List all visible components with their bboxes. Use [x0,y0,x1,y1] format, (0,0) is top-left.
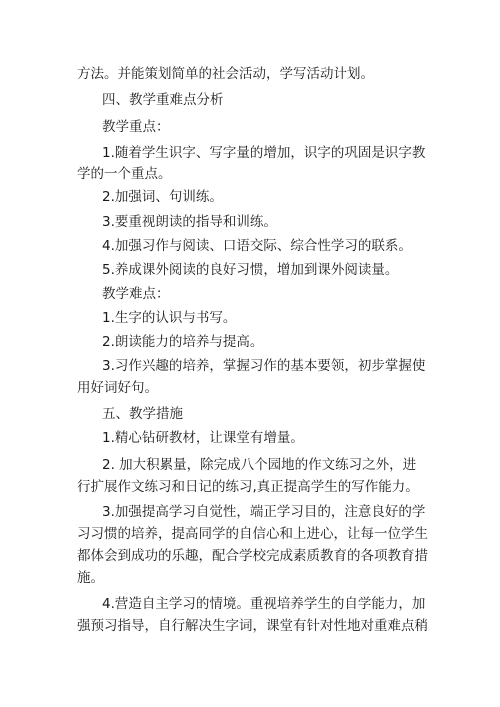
text-line: 强预习指导，自行解决生字词，课堂有针对性地对重难点稍 [77,618,428,634]
text-line: 行扩展作文练习和日记的练习,真正提高学生的写作能力。 [77,479,419,495]
text-line: 3.要重视朗读的指导和训练。 [102,214,277,230]
text-line: 4.加强习作与阅读、口语交际、综合性学习的联系。 [102,238,412,254]
section-heading: 四、教学重难点分析 [102,92,224,108]
text-line: 2.朗读能力的培养与提高。 [102,334,264,350]
text-line: 2.加强词、句训练。 [102,189,223,205]
text-line: 方法。并能策划简单的社会活动，学写活动计划。 [77,66,374,82]
text-line: 用好词好句。 [77,380,158,396]
text-line: 4.营造自主学习的情境。重视培养学生的自学能力，加 [102,596,426,612]
subheading: 教学重点： [102,119,170,135]
text-line: 1.生字的认识与书写。 [102,310,237,326]
text-line: 学的一个重点。 [77,166,172,182]
section-heading: 五、教学措施 [102,406,183,422]
text-line: 1.随着学生识字、写字量的增加，识字的巩固是识字教 [102,145,426,161]
text-line: 3.加强提高学习自觉性，端正学习目的，注意良好的学 [102,504,426,520]
text-line: 5.养成课外阅读的良好习惯，增加到课外阅读量。 [102,262,399,278]
text-line: 1.精心钻研教材，让课堂有增量。 [102,430,304,446]
text-line: 施。 [77,570,104,586]
text-line: 2. 加大积累量，除完成八个园地的作文练习之外，进 [102,457,417,473]
text-line: 3.习作兴趣的培养，掌握习作的基本要领，初步掌握使 [102,358,426,374]
text-line: 都体会到成功的乐趣，配合学校完成素质教育的各项教育措 [77,548,428,564]
subheading: 教学难点： [102,286,170,302]
text-line: 习习惯的培养，提高同学的自信心和上进心，让每一位学生 [77,526,428,542]
